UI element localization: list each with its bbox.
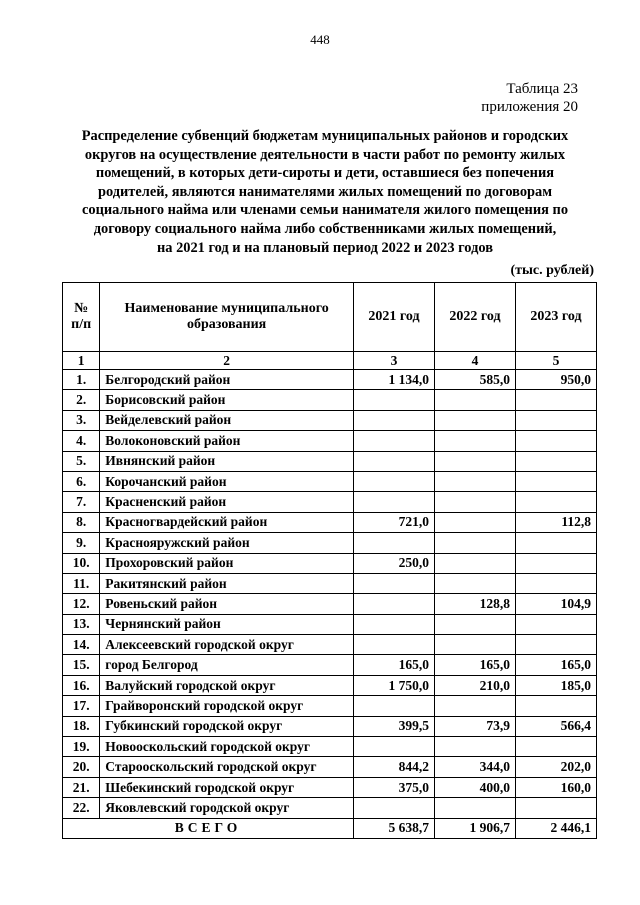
row-value-2022: 400,0 (434, 777, 515, 797)
row-number: 9. (63, 533, 100, 553)
row-name: Красногвардейский район (100, 512, 354, 532)
row-name: город Белгород (100, 655, 354, 675)
row-value-2023 (515, 390, 596, 410)
row-number: 21. (63, 777, 100, 797)
table-row (63, 655, 597, 675)
row-number: 17. (63, 696, 100, 716)
row-value-2021 (353, 390, 434, 410)
row-value-2022 (434, 635, 515, 655)
row-value-2022 (434, 553, 515, 573)
row-value-2023 (515, 431, 596, 451)
row-name: Шебекинский городской округ (100, 777, 354, 797)
header-row (63, 283, 597, 352)
row-name: Прохоровский район (100, 553, 354, 573)
row-value-2021 (353, 410, 434, 430)
row-name: Борисовский район (100, 390, 354, 410)
table-row (63, 675, 597, 695)
row-number: 16. (63, 675, 100, 695)
row-value-2022: 585,0 (434, 370, 515, 390)
table-reference-line1: Таблица 23 (506, 81, 578, 97)
row-name: Яковлевский городской округ (100, 798, 354, 818)
title-line: родителей, являются нанимателями жилых помещений по договорам (97, 183, 553, 200)
column-index-row (63, 352, 597, 370)
row-name: Ровеньский район (100, 594, 354, 614)
header-2021: 2021 год (353, 283, 434, 352)
header-2023: 2023 год (515, 283, 596, 352)
table-row (63, 533, 597, 553)
row-value-2021 (353, 614, 434, 634)
column-index: 3 (353, 352, 434, 370)
row-value-2021: 721,0 (353, 512, 434, 532)
row-value-2023 (515, 471, 596, 491)
table-row (63, 635, 597, 655)
row-value-2022: 128,8 (434, 594, 515, 614)
row-value-2021 (353, 492, 434, 512)
row-number: 19. (63, 737, 100, 757)
row-number: 22. (63, 798, 100, 818)
row-value-2021: 1 750,0 (353, 675, 434, 695)
column-index: 1 (63, 352, 100, 370)
row-number: 5. (63, 451, 100, 471)
row-name: Вейделевский район (100, 410, 354, 430)
table-row (63, 431, 597, 451)
table-row (63, 614, 597, 634)
row-number: 20. (63, 757, 100, 777)
row-value-2023 (515, 533, 596, 553)
table-row (63, 757, 597, 777)
row-value-2022 (434, 737, 515, 757)
row-value-2022: 73,9 (434, 716, 515, 736)
row-value-2023 (515, 737, 596, 757)
row-value-2021 (353, 451, 434, 471)
row-name: Волоконовский район (100, 431, 354, 451)
row-value-2021: 375,0 (353, 777, 434, 797)
row-value-2023 (515, 635, 596, 655)
row-number: 1. (63, 370, 100, 390)
header-name: Наименование муниципального образования (100, 283, 354, 352)
row-value-2022 (434, 451, 515, 471)
table-row (63, 451, 597, 471)
document-title (62, 127, 588, 257)
table-row (63, 512, 597, 532)
table-reference (481, 80, 578, 116)
row-value-2022 (434, 798, 515, 818)
row-name: Грайворонский городской округ (100, 696, 354, 716)
row-name: Красненский район (100, 492, 354, 512)
row-number: 6. (63, 471, 100, 491)
row-value-2023 (515, 573, 596, 593)
row-value-2022 (434, 410, 515, 430)
row-value-2021: 844,2 (353, 757, 434, 777)
title-line: округов на осуществление деятельности в части работ по ремонту жилых (84, 146, 566, 163)
header-num: № п/п (63, 283, 100, 352)
header-2022: 2022 год (434, 283, 515, 352)
table-row (63, 696, 597, 716)
row-number: 18. (63, 716, 100, 736)
row-value-2021: 250,0 (353, 553, 434, 573)
row-name: Чернянский район (100, 614, 354, 634)
table-row (63, 798, 597, 818)
row-value-2023: 160,0 (515, 777, 596, 797)
row-number: 7. (63, 492, 100, 512)
row-number: 12. (63, 594, 100, 614)
row-name: Новооскольский городской округ (100, 737, 354, 757)
row-value-2021 (353, 635, 434, 655)
row-value-2022: 165,0 (434, 655, 515, 675)
total-label: ВСЕГО (63, 818, 354, 838)
table-row (63, 716, 597, 736)
column-index: 5 (515, 352, 596, 370)
row-value-2023 (515, 798, 596, 818)
row-number: 3. (63, 410, 100, 430)
table-reference-line2: приложения 20 (481, 99, 578, 115)
row-value-2022 (434, 492, 515, 512)
row-value-2023: 104,9 (515, 594, 596, 614)
row-name: Ивнянский район (100, 451, 354, 471)
table-row (63, 471, 597, 491)
row-value-2021 (353, 533, 434, 553)
row-name: Алексеевский городской округ (100, 635, 354, 655)
row-value-2023: 165,0 (515, 655, 596, 675)
row-value-2023: 185,0 (515, 675, 596, 695)
title-line: помещений, в которых дети-сироты и дети, оставшиеся без попечения (95, 165, 555, 182)
row-number: 13. (63, 614, 100, 634)
row-number: 2. (63, 390, 100, 410)
page-number: 448 (310, 32, 330, 47)
row-value-2023: 202,0 (515, 757, 596, 777)
row-number: 4. (63, 431, 100, 451)
row-value-2022: 210,0 (434, 675, 515, 695)
row-value-2023 (515, 492, 596, 512)
row-value-2023: 950,0 (515, 370, 596, 390)
row-number: 11. (63, 573, 100, 593)
row-value-2022 (434, 471, 515, 491)
row-value-2022 (434, 512, 515, 532)
row-value-2023: 112,8 (515, 512, 596, 532)
table-row (63, 390, 597, 410)
row-number: 10. (63, 553, 100, 573)
row-value-2023: 566,4 (515, 716, 596, 736)
row-value-2022 (434, 696, 515, 716)
subvention-table (62, 282, 597, 839)
column-index: 4 (434, 352, 515, 370)
table-row (63, 594, 597, 614)
row-value-2022 (434, 614, 515, 634)
table-row (63, 492, 597, 512)
row-name: Губкинский городской округ (100, 716, 354, 736)
row-value-2021: 165,0 (353, 655, 434, 675)
row-value-2023 (515, 696, 596, 716)
row-name: Ракитянский район (100, 573, 354, 593)
table-row (63, 737, 597, 757)
row-value-2022 (434, 431, 515, 451)
total-2023: 2 446,1 (515, 818, 596, 838)
table-row (63, 553, 597, 573)
row-value-2021 (353, 737, 434, 757)
row-value-2021 (353, 696, 434, 716)
row-value-2021: 399,5 (353, 716, 434, 736)
row-value-2021 (353, 573, 434, 593)
row-value-2022 (434, 573, 515, 593)
row-value-2021 (353, 471, 434, 491)
row-name: Старооскольский городской округ (100, 757, 354, 777)
row-name: Белгородский район (100, 370, 354, 390)
column-index: 2 (100, 352, 354, 370)
row-value-2021: 1 134,0 (353, 370, 434, 390)
row-value-2021 (353, 594, 434, 614)
title-line: Распределение субвенций бюджетам муниципальных районов и городских (81, 128, 569, 144)
row-number: 14. (63, 635, 100, 655)
table-row (63, 410, 597, 430)
row-value-2021 (353, 798, 434, 818)
total-2021: 5 638,7 (353, 818, 434, 838)
row-number: 15. (63, 655, 100, 675)
total-row (63, 818, 597, 838)
row-value-2023 (515, 451, 596, 471)
table-row (63, 370, 597, 390)
row-value-2022: 344,0 (434, 757, 515, 777)
title-line: на 2021 год и на плановый период 2022 и 2023 годов (157, 239, 493, 256)
row-name: Валуйский городской округ (100, 675, 354, 695)
row-name: Краснояружский район (100, 533, 354, 553)
row-number: 8. (63, 512, 100, 532)
table-row (63, 573, 597, 593)
row-name: Корочанский район (100, 471, 354, 491)
units-label: (тыс. рублей) (510, 263, 594, 278)
row-value-2023 (515, 614, 596, 634)
title-line: социального найма или членами семьи нанимателя жилого помещения по (81, 202, 569, 219)
row-value-2023 (515, 553, 596, 573)
total-2022: 1 906,7 (434, 818, 515, 838)
row-value-2021 (353, 431, 434, 451)
row-value-2022 (434, 390, 515, 410)
row-value-2022 (434, 533, 515, 553)
row-value-2023 (515, 410, 596, 430)
table-row (63, 777, 597, 797)
title-line: договору социального найма либо собственниками жилых помещений, (93, 220, 557, 237)
